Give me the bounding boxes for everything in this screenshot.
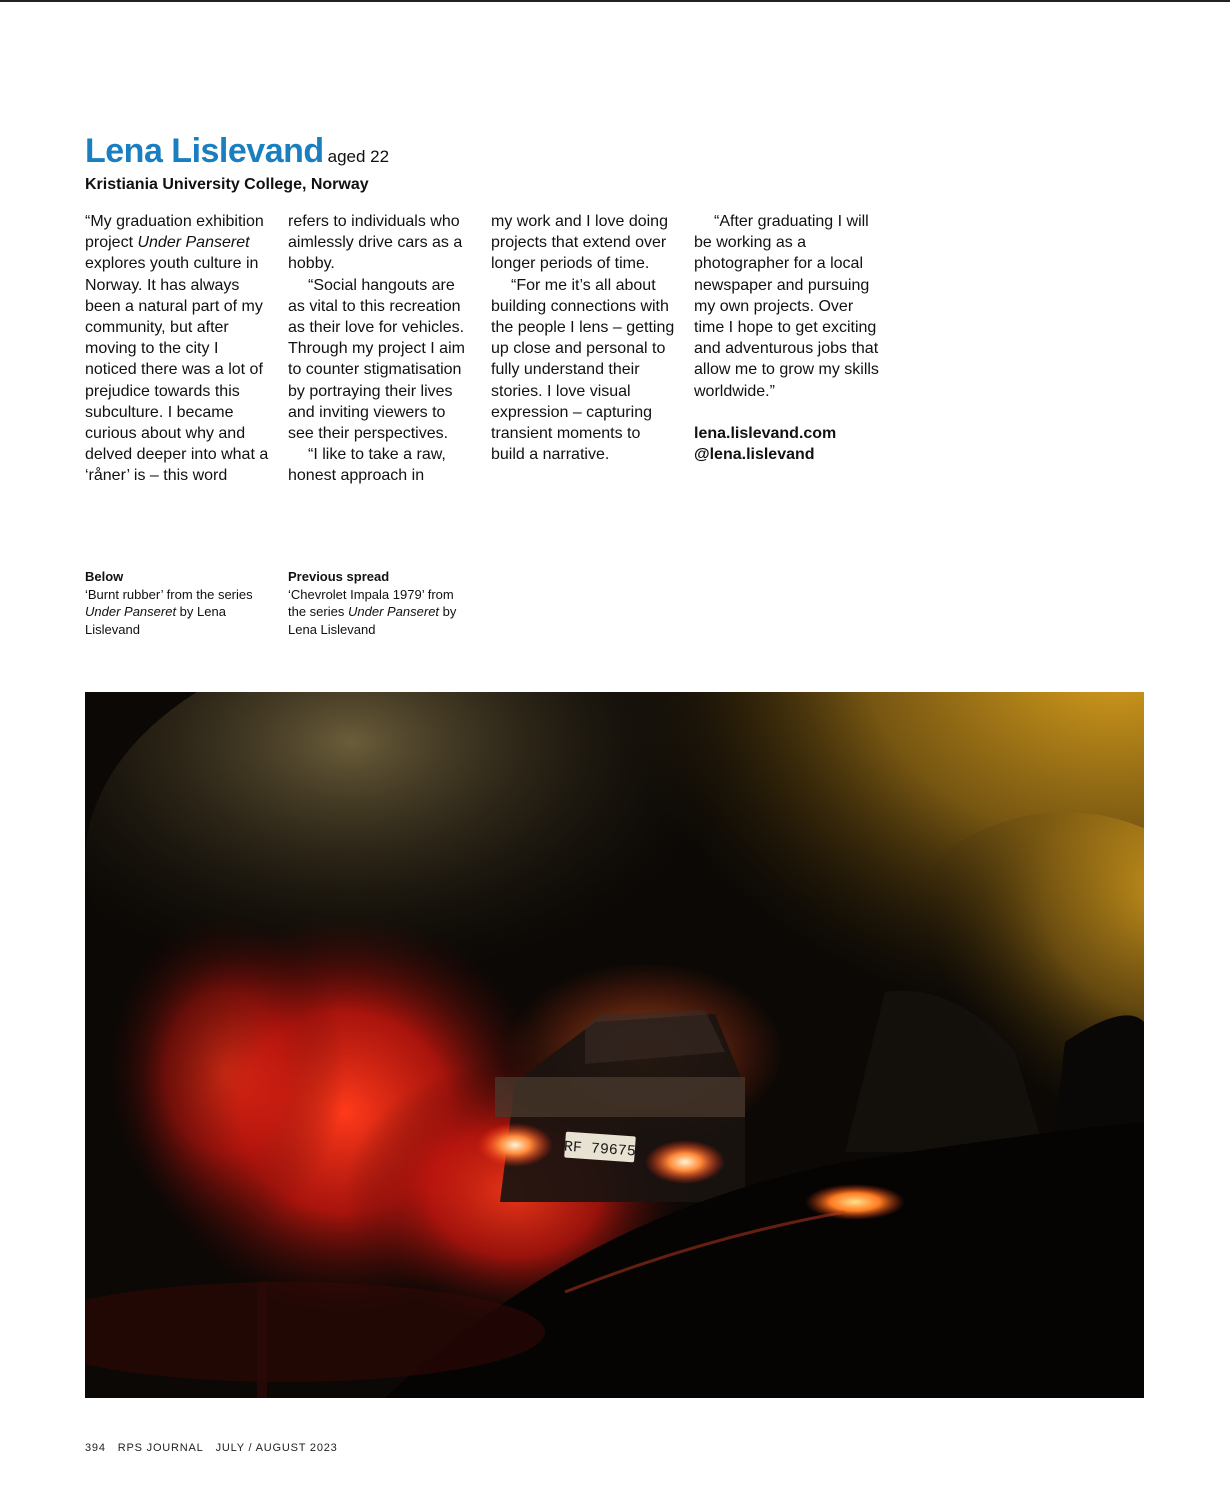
paragraph: “My graduation exhibition project Under Panseret explores youth culture in Norway. It has always been a natural part of my community, but after moving to the city I noticed there was a lot of prejudice towards this subculture. I became curious about why and delved deeper into what a ‘råner’ is – this word xyxy=(85,213,269,485)
indicator-light xyxy=(805,1184,905,1220)
paragraph: “Social hangouts are as vital to this recreation as their love for vehicles. Through my project I aim to counter stigmatisation by portraying their lives and inviting viewers to see their perspectives. xyxy=(288,276,465,443)
paragraph: “After graduating I will be working as a photographer for a local newspaper and pursuing my own projects. Over time I hope to get exciting and adventurous jobs that allow me to grow my skills worldwide.” xyxy=(694,213,879,400)
license-plate-text: RF 79675 xyxy=(563,1138,637,1161)
page-footer xyxy=(85,1442,350,1454)
caption-label: Below xyxy=(85,569,124,584)
paragraph: my work and I love doing projects that extend over longer periods of time. xyxy=(491,213,668,273)
text-column-3 xyxy=(491,211,676,465)
paragraph: refers to individuals who aimlessly drive cars as a hobby. xyxy=(288,213,463,273)
caption-below: Below ‘Burnt rubber’ from the series Under Panseret by Lena Lislevand xyxy=(85,568,270,638)
photo-illustration xyxy=(85,692,1144,1398)
issue-date: JULY / AUGUST 2023 xyxy=(215,1442,338,1454)
college-name: Kristiania University College, Norway xyxy=(85,176,369,193)
profile-header xyxy=(85,132,389,171)
photographer-name: Lena Lislevand xyxy=(85,132,324,170)
text-column-2 xyxy=(288,211,473,487)
paragraph: “I like to take a raw, honest approach in xyxy=(288,446,446,485)
caption-previous-spread: Previous spread ‘Chevrolet Impala 1979’ from the series Under Panseret by Lena Lislevand xyxy=(288,568,473,638)
text-column-4 xyxy=(694,211,879,465)
caption-label: Previous spread xyxy=(288,569,390,584)
page-number: 394 xyxy=(85,1442,106,1454)
journal-name: RPS JOURNAL xyxy=(117,1442,204,1454)
tail-light-right xyxy=(645,1140,725,1184)
website-link[interactable]: lena.lislevand.com xyxy=(694,424,837,442)
text-column-1 xyxy=(85,211,270,487)
burnt-rubber-photo xyxy=(85,692,1144,1398)
top-rule xyxy=(0,0,1230,2)
paragraph: “For me it’s all about building connections with the people I lens – getting up close and personal to fully understand their stories. I love visual expression – capturing transient moments to build a narrative. xyxy=(491,276,675,464)
tail-light-left xyxy=(477,1123,553,1167)
social-handle[interactable]: @lena.lislevand xyxy=(694,446,815,464)
photographer-age: aged 22 xyxy=(327,147,390,166)
